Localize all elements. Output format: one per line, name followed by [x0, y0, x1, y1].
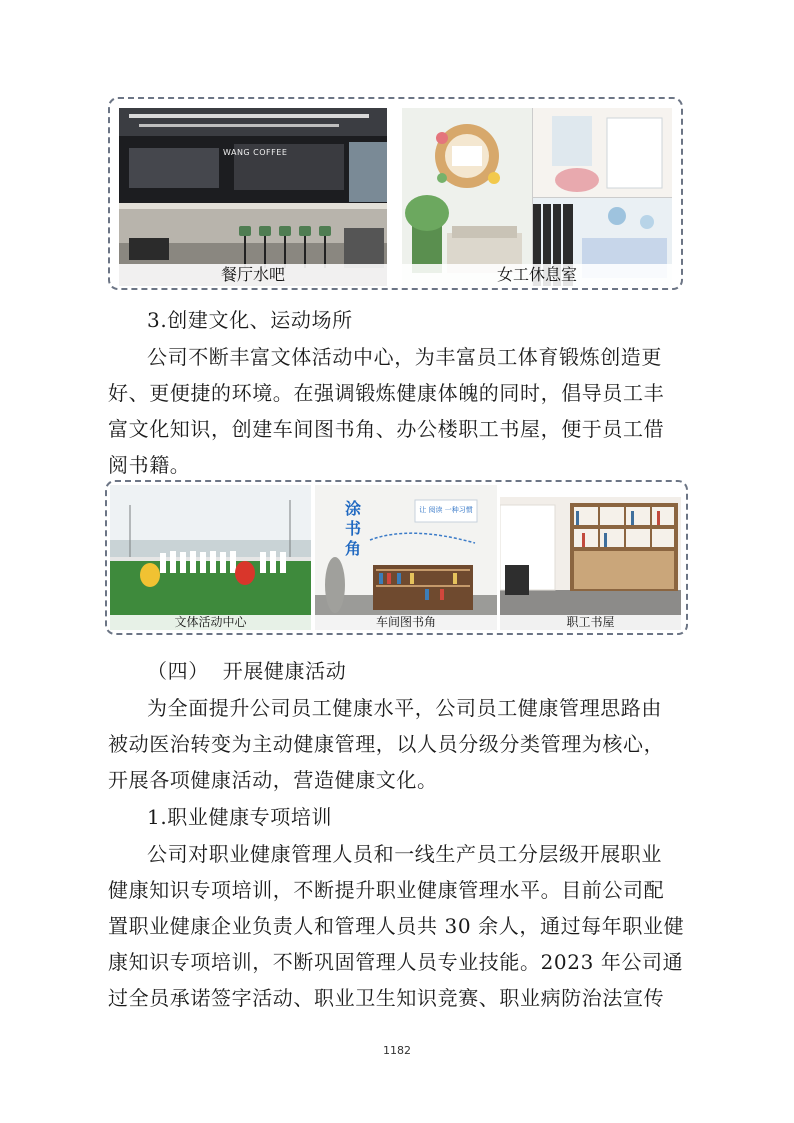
photo-caption: 女工休息室 — [402, 264, 672, 286]
subsection-1-heading: 1.职业健康专项培训 — [147, 805, 333, 829]
paragraph-line: 阅书籍。 — [108, 453, 191, 477]
restaurant-bar-image — [119, 108, 387, 286]
photo-caption: 职工书屋 — [500, 615, 681, 630]
paragraph-line: 为全面提升公司员工健康水平，公司员工健康管理思路由 — [147, 696, 662, 720]
paragraph-line: 开展各项健康活动，营造健康文化。 — [108, 768, 438, 792]
section-3-heading: 3.创建文化、运动场所 — [147, 308, 353, 332]
page-number: 1182 — [383, 1044, 411, 1057]
paragraph-line: 好、更便捷的环境。在强调锻炼健康体魄的同时，倡导员工丰 — [108, 381, 665, 405]
photo-workshop-reading-corner — [315, 485, 497, 630]
section-4-heading: （四） 开展健康活动 — [147, 659, 347, 683]
reading-corner-slogan: 让 阅读 一种习惯 — [419, 506, 473, 514]
paragraph-line: 康知识专项培训，不断巩固管理人员专业技能。2023 年公司通 — [108, 950, 684, 974]
middle-photo-frame — [105, 480, 688, 635]
photo-female-staff-lounge — [402, 108, 672, 286]
photo-caption: 车间图书角 — [315, 615, 497, 630]
lounge-image — [402, 108, 672, 286]
paragraph-line: 公司不断丰富文体活动中心，为丰富员工体育锻炼创造更 — [147, 345, 662, 369]
paragraph-line: 健康知识专项培训，不断提升职业健康管理水平。目前公司配 — [108, 878, 665, 902]
paragraph-line: 被动医治转变为主动健康管理，以人员分级分类管理为核心， — [108, 732, 665, 756]
paragraph-line: 过全员承诺签字活动、职业卫生知识竞赛、职业病防治法宣传 — [108, 986, 665, 1010]
restaurant-sign: WANG COFFEE — [223, 148, 288, 157]
photo-caption: 文体活动中心 — [110, 615, 311, 630]
sports-center-image — [110, 485, 311, 630]
top-photo-frame — [108, 97, 683, 290]
photo-staff-library — [500, 485, 681, 630]
photo-caption: 餐厅水吧 — [119, 264, 387, 286]
reading-corner-sign: 涂书角 — [345, 499, 362, 558]
paragraph-line: 富文化知识，创建车间图书角、办公楼职工书屋，便于员工借 — [108, 417, 665, 441]
staff-library-image — [500, 485, 681, 630]
photo-sports-center — [110, 485, 311, 630]
photo-restaurant-bar — [119, 108, 387, 286]
paragraph-line: 置职业健康企业负责人和管理人员共 30 余人，通过每年职业健 — [108, 914, 685, 938]
paragraph-line: 公司对职业健康管理人员和一线生产员工分层级开展职业 — [147, 842, 662, 866]
